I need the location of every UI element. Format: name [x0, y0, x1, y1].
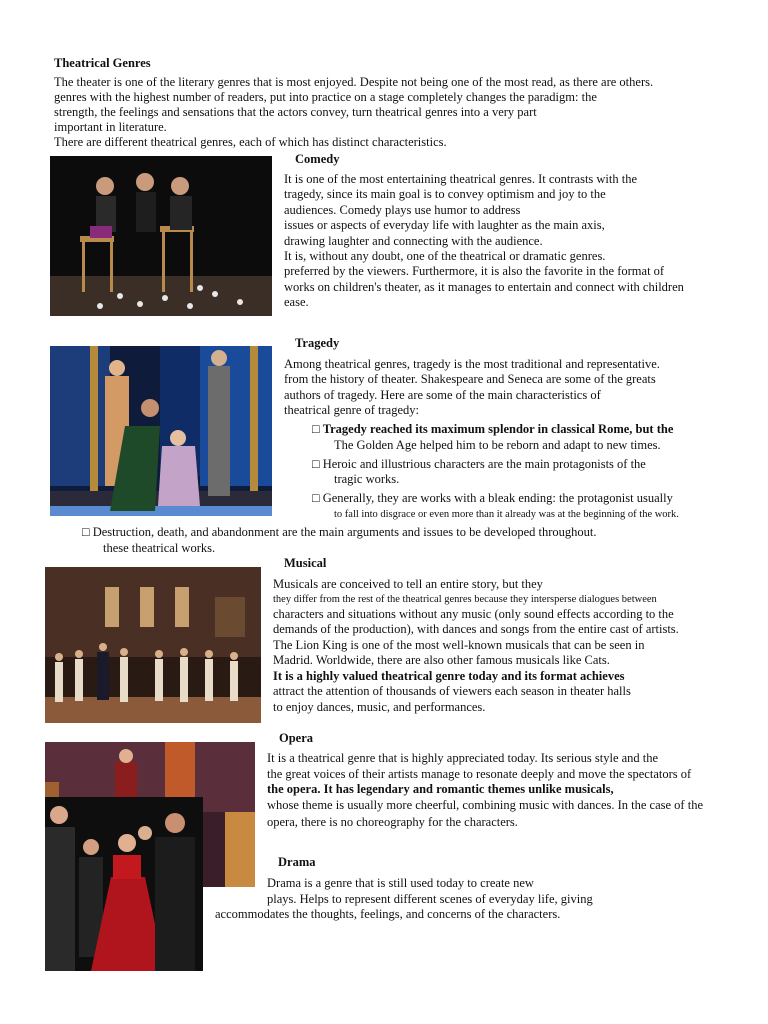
bullet-box-icon: □ [312, 491, 320, 505]
tragedy-bullet-cont: to fall into disgrace or even more than it already was at the beginning of the work. [334, 509, 679, 520]
intro-line: The theater is one of the literary genres that is most enjoyed. Despite not being one of the most read, as there are others. [54, 75, 654, 89]
musical-line: It is a highly valued theatrical genre today and its format achieves [273, 669, 625, 683]
tragedy-line: theatrical genre of tragedy: [284, 403, 419, 417]
comedy-line: It is, without any doubt, one of the theatrical or dramatic genres. [284, 249, 606, 263]
opera-line: It is a theatrical genre that is highly appreciated today. Its serious style and the [267, 751, 659, 765]
comedy-line: audiences. Comedy plays use humor to address [284, 203, 521, 217]
opera-line: the opera. It has legendary and romantic themes unlike musicals, [267, 782, 614, 796]
opera-heading: Opera [279, 731, 314, 745]
drama-line: accommodates the thoughts, feelings, and concerns of the characters. [215, 907, 561, 921]
drama-line: plays. Helps to represent different scenes of everyday life, giving [267, 892, 593, 906]
comedy-line: preferred by the viewers. Furthermore, it is also the favorite in the format of [284, 264, 665, 278]
bullet-box-icon: □ [312, 457, 320, 471]
musical-photo [45, 567, 261, 723]
opera-line: whose theme is usually more cheerful, combining music with dances. In the case of the [267, 798, 703, 812]
opera-line: the great voices of their artists manage to resonate deeply and move the spectators of [267, 767, 692, 781]
tragedy-bullet-text: Heroic and illustrious characters are the main protagonists of the [322, 457, 646, 471]
intro-line: There are different theatrical genres, each of which has distinct characteristics. [54, 135, 447, 149]
comedy-line: works on children's theater, as it manages to entertain and connect with children [284, 280, 684, 294]
tragedy-bullet-text: Tragedy reached its maximum splendor in classical Rome, but the [322, 422, 674, 436]
tragedy-bullet [82, 525, 597, 540]
musical-line: they differ from the rest of the theatrical genres because they intersperse dialogues between [273, 594, 657, 605]
musical-line: demands of the production), with dances and songs from the entire cast of artists. [273, 622, 679, 636]
opera-photo-front [45, 797, 203, 971]
tragedy-photo [50, 346, 272, 516]
tragedy-heading: Tragedy [295, 336, 340, 350]
tragedy-bullet-text: Generally, they are works with a bleak ending: the protagonist usually [322, 491, 673, 505]
drama-heading: Drama [278, 855, 316, 869]
tragedy-line: Among theatrical genres, tragedy is the most traditional and representative. [284, 357, 660, 371]
tragedy-bullet [312, 422, 673, 437]
tragedy-line: from the history of theater. Shakespeare and Seneca are some of the greats [284, 372, 656, 386]
tragedy-line: authors of tragedy. Here are some of the main characteristics of [284, 388, 601, 402]
bullet-box-icon: □ [82, 525, 90, 539]
intro-line: genres with the highest number of readers, put into practice on a stage completely changes the paradigm: the [54, 90, 597, 104]
comedy-line: It is one of the most entertaining theatrical genres. It contrasts with the [284, 172, 638, 186]
page-title: Theatrical Genres [54, 56, 151, 70]
musical-line: attract the attention of thousands of viewers each season in theater halls [273, 684, 631, 698]
tragedy-bullet [312, 491, 673, 506]
tragedy-bullet-cont: The Golden Age helped him to be reborn and adapt to new times. [334, 438, 661, 452]
tragedy-bullet-text: Destruction, death, and abandonment are the main arguments and issues to be developed throughout. [92, 525, 597, 539]
tragedy-bullet-cont: these theatrical works. [103, 541, 216, 555]
intro-line: important in literature. [54, 120, 167, 134]
musical-heading: Musical [284, 556, 327, 570]
comedy-line: drawing laughter and connecting with the audience. [284, 234, 543, 248]
tragedy-bullet-cont: tragic works. [334, 472, 400, 486]
intro-line: strength, the feelings and sensations that the actors convey, turn theatrical genres into a very part [54, 105, 537, 119]
comedy-line: issues or aspects of everyday life with laughter as the main axis, [284, 218, 605, 232]
opera-line: opera, there is no choreography for the characters. [267, 815, 518, 829]
tragedy-bullet [312, 457, 646, 472]
musical-line: to enjoy dances, music, and performances. [273, 700, 486, 714]
comedy-line: tragedy, since its main goal is to convey optimism and joy to the [284, 187, 606, 201]
drama-line: Drama is a genre that is still used today to create new [267, 876, 534, 890]
comedy-line: ease. [284, 295, 309, 309]
comedy-heading: Comedy [295, 152, 340, 166]
musical-line: Madrid. Worldwide, there are also other famous musicals like Cats. [273, 653, 610, 667]
bullet-box-icon: □ [312, 422, 320, 436]
comedy-photo [50, 156, 272, 316]
musical-line: Musicals are conceived to tell an entire story, but they [273, 577, 543, 591]
musical-line: characters and situations without any music (only sound effects according to the [273, 607, 674, 621]
musical-line: The Lion King is one of the most well-known musicals that can be seen in [273, 638, 645, 652]
